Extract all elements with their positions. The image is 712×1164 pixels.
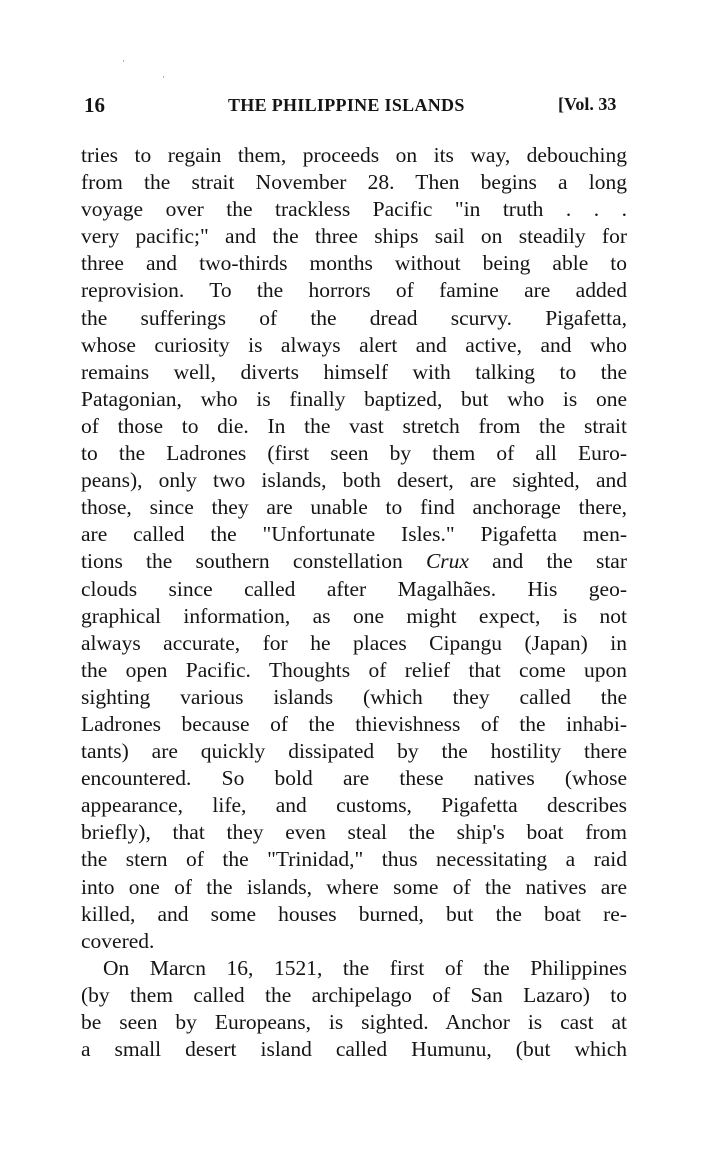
italic-term: Crux: [425, 549, 469, 574]
text-line: tries to regain them, proceeds on its way, debouching: [81, 143, 627, 167]
text-line: appearance, life, and customs, Pigafetta describes: [81, 793, 627, 818]
running-head: [0, 93, 712, 123]
page-number: 16: [84, 93, 105, 117]
text-line: encountered. So bold are these natives (whose: [81, 766, 627, 791]
text-line: from the strait November 28. Then begins a long: [81, 170, 627, 195]
text-line: tions the southern constellation Crux and the star: [81, 549, 627, 574]
text-line: On Marcn 16, 1521, the first of the Philippines: [103, 955, 627, 980]
text-line: the open Pacific. Thoughts of relief that come upon: [81, 657, 627, 682]
text-line: to the Ladrones (first seen by them of all Euro-: [81, 441, 627, 466]
text-line: the stern of the "Trinidad," thus necessitating a raid: [81, 847, 627, 872]
text-line: into one of the islands, where some of the natives are: [81, 874, 627, 899]
text-line: three and two-thirds months without being able to: [81, 251, 627, 276]
text-line: sighting various islands (which they called the: [81, 684, 627, 709]
text-line: clouds since called after Magalhães. His geo-: [81, 576, 627, 601]
text-line: a small desert island called Humunu, (but which: [81, 1037, 627, 1062]
text-line: are called the "Unfortunate Isles." Pigafetta men-: [81, 522, 627, 547]
text-line: peans), only two islands, both desert, are sighted, and: [81, 468, 627, 493]
text-line: remains well, diverts himself with talking to the: [81, 359, 627, 384]
text-line: always accurate, for he places Cipangu (Japan) in: [81, 630, 627, 655]
text-line: tants) are quickly dissipated by the hostility there: [81, 739, 627, 764]
text-line: those, since they are unable to find anchorage there,: [81, 495, 627, 520]
text-line: Patagonian, who is finally baptized, but who is one: [81, 386, 627, 411]
stray-mark: ·: [122, 56, 125, 66]
text-line: reprovision. To the horrors of famine are added: [81, 278, 627, 303]
text-line: very pacific;" and the three ships sail on steadily for: [81, 224, 627, 249]
running-title: THE PHILIPPINE ISLANDS: [228, 95, 465, 115]
text-line: (by them called the archipelago of San Lazaro) to: [81, 982, 627, 1007]
volume-label: [Vol. 33: [558, 94, 617, 114]
text-line: covered.: [81, 928, 155, 953]
text-line: Ladrones because of the thievishness of the inhabi-: [81, 711, 627, 736]
text-line: whose curiosity is always alert and active, and who: [81, 332, 627, 357]
text-line: voyage over the trackless Pacific "in truth . . .: [81, 197, 627, 222]
text-line: briefly), that they even steal the ship's boat from: [81, 820, 627, 845]
text-line: of those to die. In the vast stretch from the strait: [81, 413, 627, 438]
text-line: graphical information, as one might expect, is not: [81, 603, 627, 628]
body-text: [81, 142, 627, 1063]
text-line: killed, and some houses burned, but the boat re-: [81, 901, 627, 926]
stray-mark: ·: [162, 72, 165, 82]
text-line: be seen by Europeans, is sighted. Anchor is cast at: [81, 1010, 627, 1034]
text-line: the sufferings of the dread scurvy. Pigafetta,: [81, 305, 627, 330]
